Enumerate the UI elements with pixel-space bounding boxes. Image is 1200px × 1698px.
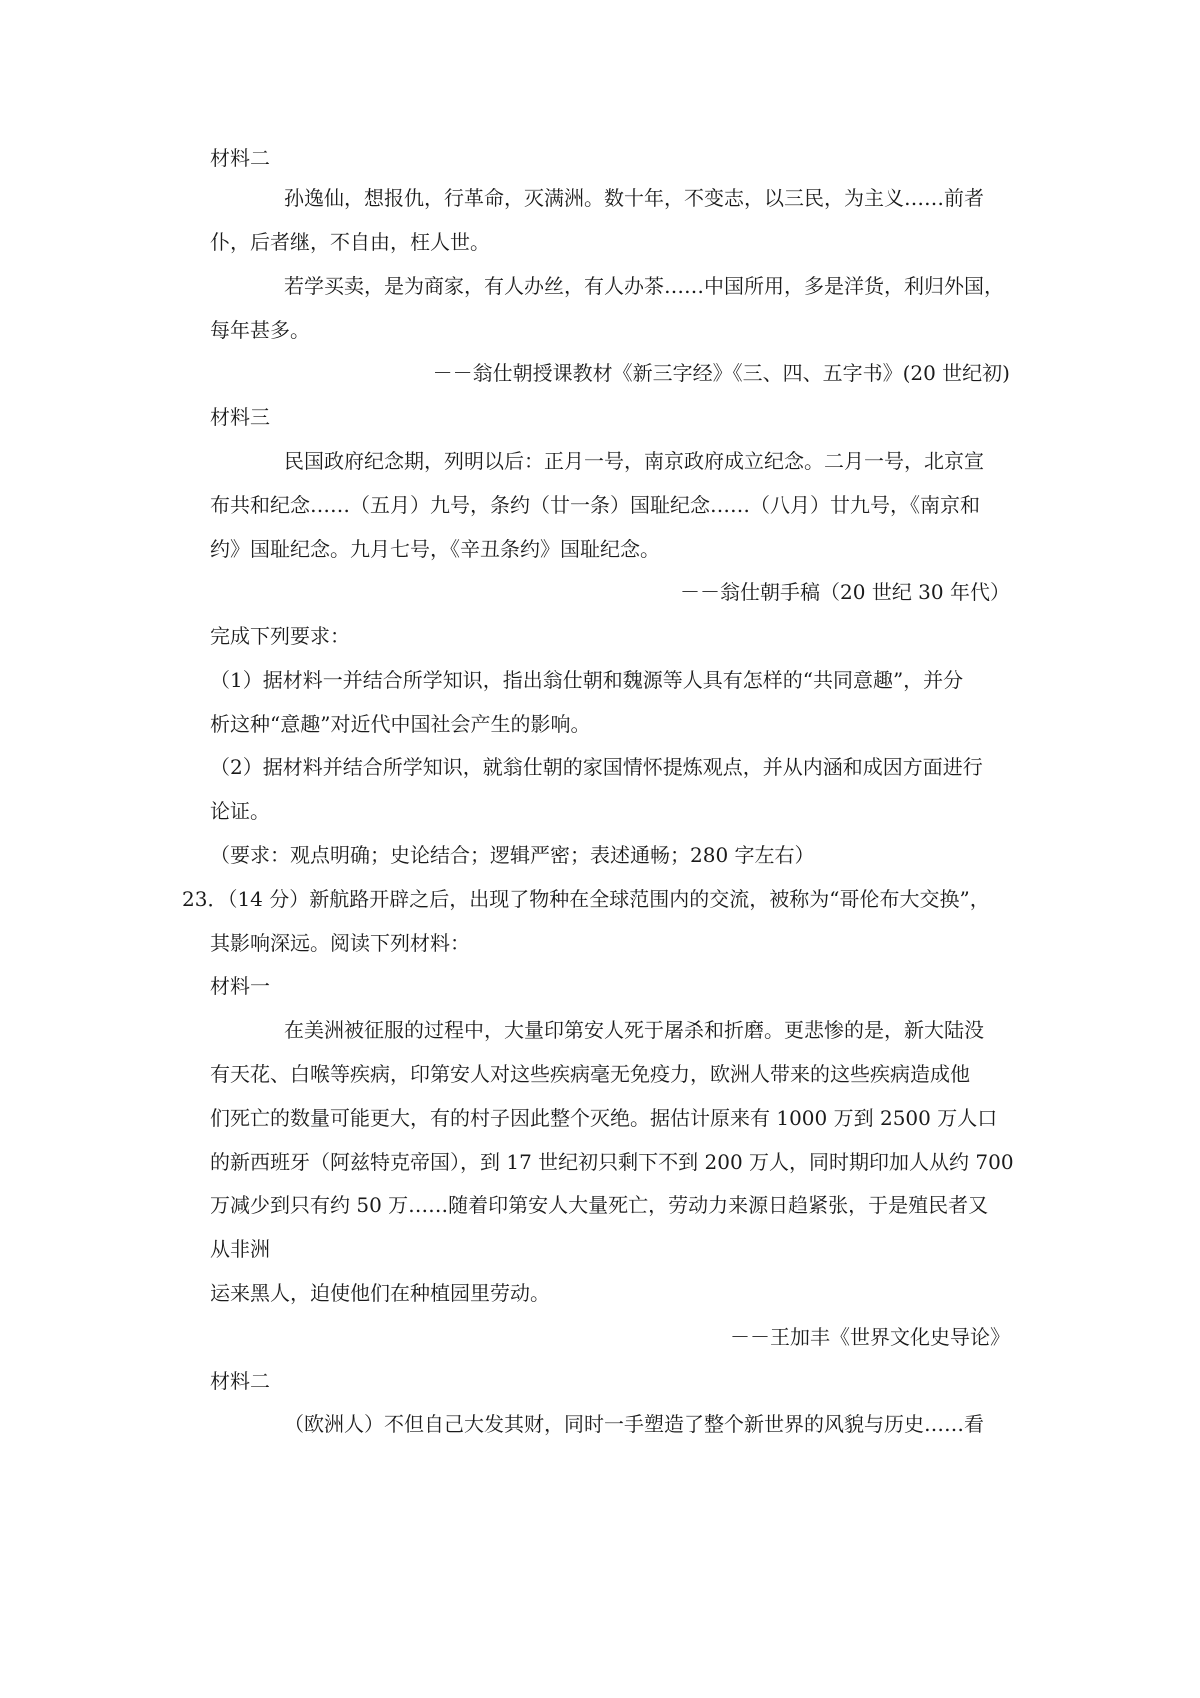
requirements-line: （要求：观点明确；史论结合；逻辑严密；表述通畅；280 字左右） [210,843,815,867]
paragraph-line: 运来黑人，迫使他们在种植园里劳动。 [210,1281,550,1305]
tasks-heading: 完成下列要求： [210,624,350,648]
question-23-line: 23．（14 分）新航路开辟之后，出现了物种在全球范围内的交流，被称为“哥伦布大交换”， [182,887,990,911]
paragraph-line: 万减少到只有约 50 万……随着印第安人大量死亡，劳动力来源日趋紧张，于是殖民者又 [210,1193,989,1217]
question-2-line: 论证。 [210,799,270,823]
source-citation: －－翁仕朝手稿（20 世纪 30 年代） [680,580,1010,604]
paragraph-line: 有天花、白喉等疾病，印第安人对这些疾病毫无免疫力，欧洲人带来的这些疾病造成他 [210,1062,970,1086]
question-23-line: 其影响深远。阅读下列材料： [210,931,470,955]
source-citation: －－翁仕朝授课教材《新三字经》《三、四、五字书》(20 世纪初) [432,361,1010,385]
material-2-heading: 材料二 [210,146,270,170]
question-1-line: （1）据材料一并结合所学知识，指出翁仕朝和魏源等人具有怎样的“共同意趣”，并分 [210,668,964,692]
question-1-line: 析这种“意趣”对近代中国社会产生的影响。 [210,712,591,736]
paragraph-line: 孙逸仙，想报仇，行革命，灭满洲。数十年，不变志，以三民，为主义……前者 [284,186,984,210]
q23-material-1-heading: 材料一 [210,974,270,998]
paragraph-line: 从非洲 [210,1237,270,1261]
paragraph-line: 仆，后者继，不自由，枉人世。 [210,230,490,254]
paragraph-line: （欧洲人）不但自己大发其财，同时一手塑造了整个新世界的风貌与历史……看 [284,1412,984,1436]
paragraph-line: 每年甚多。 [210,318,310,342]
question-2-line: （2）据材料并结合所学知识，就翁仕朝的家国情怀提炼观点，并从内涵和成因方面进行 [210,755,983,779]
q23-material-2-heading: 材料二 [210,1369,270,1393]
paragraph-line: 的新西班牙（阿兹特克帝国），到 17 世纪初只剩下不到 200 万人，同时期印加人从约 700 [210,1150,1014,1174]
material-3-heading: 材料三 [210,405,270,429]
paragraph-line: 们死亡的数量可能更大，有的村子因此整个灭绝。据估计原来有 1000 万到 2500 万人口 [210,1106,998,1130]
source-citation: －－王加丰《世界文化史导论》 [730,1325,1010,1349]
paragraph-line: 若学买卖，是为商家，有人办丝，有人办茶……中国所用，多是洋货，利归外国， [284,274,1004,298]
paragraph-line: 约》国耻纪念。九月七号，《辛丑条约》国耻纪念。 [210,537,660,561]
paragraph-line: 布共和纪念……（五月）九号，条约（廿一条）国耻纪念……（八月）廿九号，《南京和 [210,493,980,517]
paragraph-line: 在美洲被征服的过程中，大量印第安人死于屠杀和折磨。更悲惨的是，新大陆没 [284,1018,984,1042]
paragraph-line: 民国政府纪念期，列明以后：正月一号，南京政府成立纪念。二月一号，北京宣 [284,449,984,473]
